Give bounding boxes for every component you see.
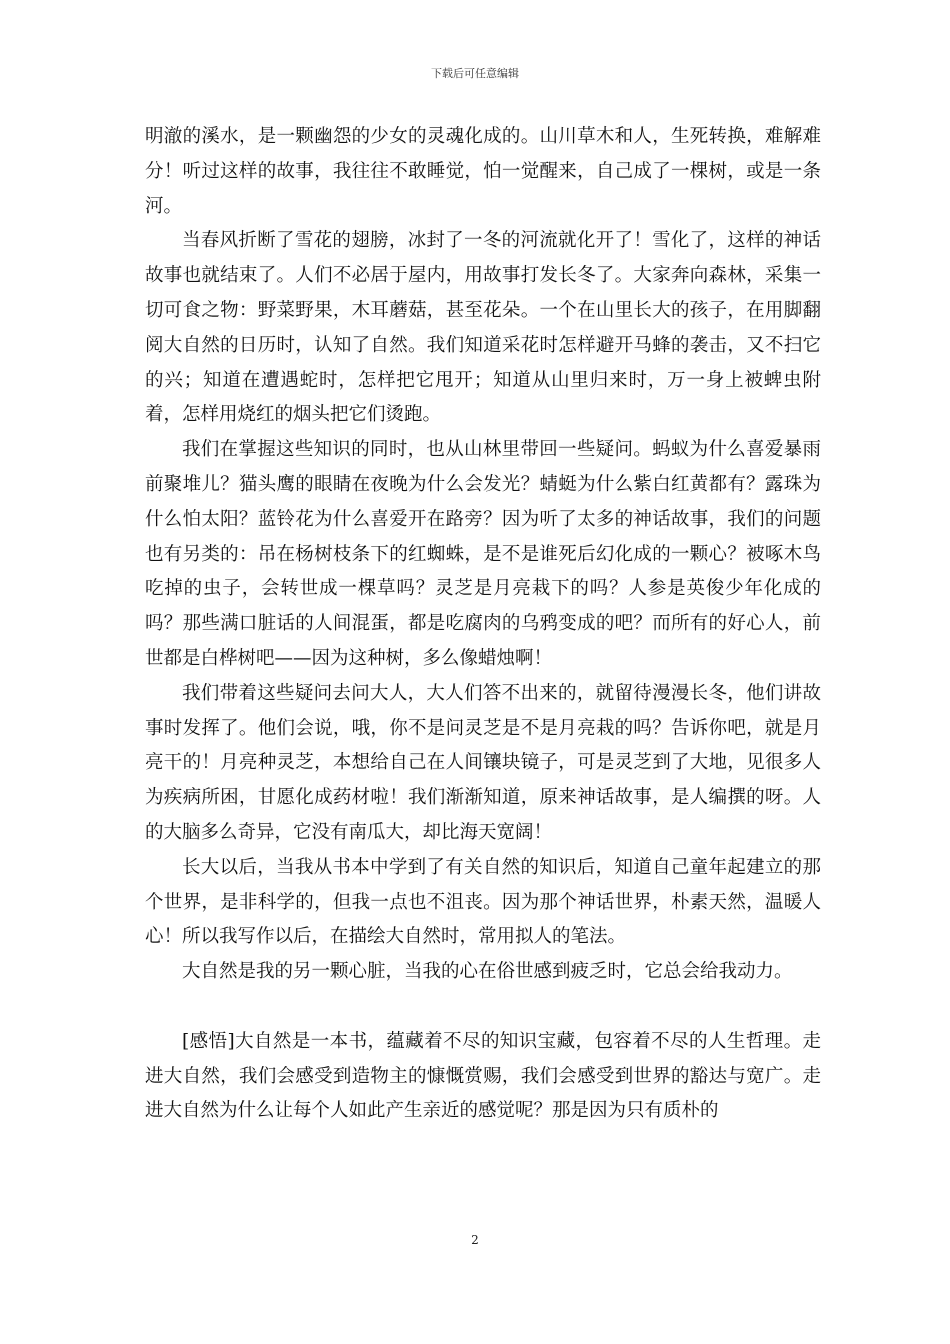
paragraph: 当春风折断了雪花的翅膀，冰封了一冬的河流就化开了！雪化了，这样的神话故事也就结束了。人们不必居于屋内，用故事打发长冬了。大家奔向森林，采集一切可食之物：野菜野果，木耳蘑菇，甚至花朵。一个在山里长大的孩子，在用脚翻阅大自然的日历时，认知了自然。我们知道采花时怎样避开马蜂的袭击，又不扫它的兴；知道在遭遇蛇时，怎样把它甩开；知道从山里归来时，万一身上被蜱虫附着，怎样用烧红的烟头把它们烫跑。 — [145, 230, 821, 426]
article-body — [145, 120, 821, 1129]
paragraph: 我们带着这些疑问去问大人，大人们答不出来的，就留待漫漫长冬，他们讲故事时发挥了。他们会说，哦，你不是问灵芝是不是月亮栽的吗？告诉你吧，就是月亮干的！月亮种灵芝，本想给自己在人间镶块镜子，可是灵芝到了大地，见很多人为疾病所困，甘愿化成药材啦！我们渐渐知道，原来神话故事，是人编撰的呀。人的大脑多么奇异，它没有南瓜大，却比海天宽阔！ — [145, 682, 821, 843]
page-number: 2 — [471, 1233, 479, 1247]
paragraph: 我们在掌握这些知识的同时，也从山林里带回一些疑问。蚂蚁为什么喜爱暴雨前聚堆儿？猫头鹰的眼睛在夜晚为什么会发光？蜻蜓为什么紫白红黄都有？露珠为什么怕太阳？蓝铃花为什么喜爱开在路旁？因为听了太多的神话故事，我们的问题也有另类的：吊在杨树枝条下的红蜘蛛，是不是谁死后幻化成的一颗心？被啄木鸟吃掉的虫子，会转世成一棵草吗？灵芝是月亮栽下的吗？人参是英俊少年化成的吗？那些满口脏话的人间混蛋，都是吃腐肉的乌鸦变成的吧？而所有的好心人，前世都是白桦树吧——因为这种树，多么像蜡烛啊！ — [145, 439, 821, 669]
paragraph: 明澈的溪水，是一颗幽怨的少女的灵魂化成的。山川草木和人，生死转换，难解难分！听过这样的故事，我往往不敢睡觉，怕一觉醒来，自己成了一棵树，或是一条河。 — [145, 126, 821, 217]
paragraph: 长大以后，当我从书本中学到了有关自然的知识后，知道自己童年起建立的那个世界，是非科学的，但我一点也不沮丧。因为那个神话世界，朴素天然，温暖人心！所以我写作以后，在描绘大自然时，常用拟人的笔法。 — [145, 856, 821, 948]
paragraph: 大自然是我的另一颗心脏，当我的心在俗世感到疲乏时，它总会给我动力。 — [182, 961, 793, 983]
blank-line — [145, 990, 821, 1025]
reflection-paragraph: [感悟]大自然是一本书，蕴藏着不尽的知识宝藏，包容着不尽的人生哲理。走进大自然，我们会感受到造物主的慷慨赏赐，我们会感受到世界的豁达与宽广。走进大自然为什么让每个人如此产生亲近的感觉呢？那是因为只有质朴的 — [145, 1030, 821, 1122]
page-header: 下载后可任意编辑 — [431, 67, 519, 80]
